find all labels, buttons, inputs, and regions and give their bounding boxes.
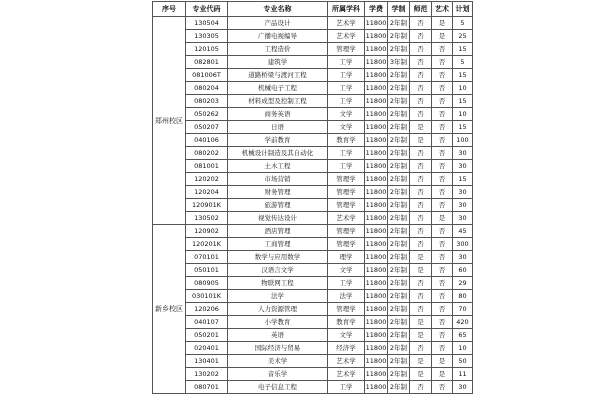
table-row xyxy=(153,264,473,277)
cell-major-name: 法学 xyxy=(228,290,328,303)
cell-code: 120202 xyxy=(186,173,228,186)
cell-plan: 65 xyxy=(453,329,473,342)
cell-major-name: 土木工程 xyxy=(228,160,328,173)
cell-discipline: 管理学 xyxy=(328,186,365,199)
cell-normal: 否 xyxy=(410,56,432,69)
cell-plan: 15 xyxy=(453,121,473,134)
cell-duration: 2年制 xyxy=(388,277,410,290)
cell-code: 120204 xyxy=(186,186,228,199)
cell-duration: 2年制 xyxy=(388,225,410,238)
cell-code: 081006T xyxy=(186,69,228,82)
cell-plan: 10 xyxy=(453,108,473,121)
cell-duration: 2年制 xyxy=(388,95,410,108)
cell-duration: 2年制 xyxy=(388,199,410,212)
cell-code: 040107 xyxy=(186,316,228,329)
cell-plan: 420 xyxy=(453,316,473,329)
cell-discipline: 管理学 xyxy=(328,199,365,212)
cell-plan: 80 xyxy=(453,290,473,303)
table-row xyxy=(153,368,473,381)
cell-code: 120902 xyxy=(186,225,228,238)
cell-duration: 2年制 xyxy=(388,342,410,355)
cell-discipline: 文学 xyxy=(328,264,365,277)
cell-plan: 10 xyxy=(453,342,473,355)
cell-tuition: 11800 xyxy=(365,108,388,121)
cell-art: 否 xyxy=(432,264,453,277)
cell-tuition: 11800 xyxy=(365,160,388,173)
table-row xyxy=(153,355,473,368)
cell-normal: 否 xyxy=(410,30,432,43)
cell-major-name: 旅游管理 xyxy=(228,199,328,212)
cell-tuition: 11800 xyxy=(365,30,388,43)
cell-duration: 2年制 xyxy=(388,108,410,121)
cell-normal: 是 xyxy=(410,316,432,329)
table-row xyxy=(153,186,473,199)
cell-duration: 2年制 xyxy=(388,290,410,303)
cell-plan: 30 xyxy=(453,147,473,160)
cell-art: 否 xyxy=(432,108,453,121)
cell-major-name: 道路桥梁与渡河工程 xyxy=(228,69,328,82)
table-row xyxy=(153,147,473,160)
cell-plan: 15 xyxy=(453,173,473,186)
cell-plan: 30 xyxy=(453,186,473,199)
cell-discipline: 工学 xyxy=(328,56,365,69)
cell-normal: 否 xyxy=(410,82,432,95)
cell-duration: 2年制 xyxy=(388,303,410,316)
cell-art: 否 xyxy=(432,95,453,108)
cell-discipline: 艺术学 xyxy=(328,368,365,381)
cell-art: 否 xyxy=(432,251,453,264)
cell-plan: 300 xyxy=(453,238,473,251)
cell-tuition: 11800 xyxy=(365,212,388,225)
cell-art: 否 xyxy=(432,277,453,290)
cell-code: 120206 xyxy=(186,303,228,316)
cell-major-name: 人力资源管理 xyxy=(228,303,328,316)
cell-tuition: 11800 xyxy=(365,121,388,134)
table-row xyxy=(153,173,473,186)
cell-art: 否 xyxy=(432,329,453,342)
cell-discipline: 文学 xyxy=(328,329,365,342)
cell-duration: 3年制 xyxy=(388,56,410,69)
header-seq: 序号 xyxy=(153,2,186,17)
cell-tuition: 11800 xyxy=(365,355,388,368)
table-row xyxy=(153,303,473,316)
cell-art: 是 xyxy=(432,212,453,225)
cell-major-name: 商务英语 xyxy=(228,108,328,121)
table-row xyxy=(153,56,473,69)
cell-major-name: 财务管理 xyxy=(228,186,328,199)
cell-code: 070101 xyxy=(186,251,228,264)
cell-code: 130502 xyxy=(186,212,228,225)
table-row xyxy=(153,43,473,56)
cell-code: 050101 xyxy=(186,264,228,277)
table-row xyxy=(153,82,473,95)
cell-art: 否 xyxy=(432,134,453,147)
cell-discipline: 经济学 xyxy=(328,342,365,355)
cell-discipline: 工学 xyxy=(328,95,365,108)
cell-plan: 5 xyxy=(453,56,473,69)
cell-discipline: 文学 xyxy=(328,121,365,134)
cell-normal: 否 xyxy=(410,290,432,303)
cell-normal: 否 xyxy=(410,17,432,30)
cell-normal: 否 xyxy=(410,277,432,290)
cell-code: 130305 xyxy=(186,30,228,43)
table-row xyxy=(153,69,473,82)
cell-tuition: 11800 xyxy=(365,303,388,316)
cell-discipline: 艺术学 xyxy=(328,355,365,368)
table-row xyxy=(153,17,473,30)
cell-duration: 2年制 xyxy=(388,17,410,30)
cell-art: 是 xyxy=(432,30,453,43)
cell-major-name: 视觉传达设计 xyxy=(228,212,328,225)
cell-duration: 2年制 xyxy=(388,355,410,368)
cell-plan: 30 xyxy=(453,160,473,173)
table-row xyxy=(153,121,473,134)
cell-plan: 70 xyxy=(453,303,473,316)
cell-discipline: 理学 xyxy=(328,251,365,264)
enrollment-plan-table xyxy=(152,1,473,394)
header-duration: 学制 xyxy=(388,2,410,17)
cell-discipline: 工学 xyxy=(328,160,365,173)
table-row xyxy=(153,316,473,329)
cell-major-name: 汉语言文学 xyxy=(228,264,328,277)
cell-discipline: 艺术学 xyxy=(328,212,365,225)
cell-discipline: 教育学 xyxy=(328,134,365,147)
cell-duration: 2年制 xyxy=(388,69,410,82)
cell-normal: 是 xyxy=(410,134,432,147)
cell-art: 否 xyxy=(432,290,453,303)
cell-normal: 否 xyxy=(410,95,432,108)
cell-major-name: 日语 xyxy=(228,121,328,134)
cell-duration: 2年制 xyxy=(388,368,410,381)
cell-discipline: 工学 xyxy=(328,69,365,82)
cell-tuition: 11800 xyxy=(365,238,388,251)
header-code: 专业代码 xyxy=(186,2,228,17)
enrollment-table-container xyxy=(152,1,473,394)
cell-major-name: 工商管理 xyxy=(228,238,328,251)
cell-tuition: 11800 xyxy=(365,199,388,212)
cell-major-name: 工程造价 xyxy=(228,43,328,56)
campus-cell: 新乡校区 xyxy=(153,225,186,394)
cell-duration: 2年制 xyxy=(388,238,410,251)
header-discipline: 所属学科 xyxy=(328,2,365,17)
cell-code: 080202 xyxy=(186,147,228,160)
cell-major-name: 音乐学 xyxy=(228,368,328,381)
cell-tuition: 11800 xyxy=(365,17,388,30)
cell-normal: 是 xyxy=(410,368,432,381)
cell-code: 120201K xyxy=(186,238,228,251)
cell-plan: 30 xyxy=(453,251,473,264)
cell-art: 是 xyxy=(432,355,453,368)
cell-plan: 30 xyxy=(453,199,473,212)
table-row xyxy=(153,342,473,355)
cell-art: 否 xyxy=(432,381,453,394)
cell-duration: 2年制 xyxy=(388,121,410,134)
cell-normal: 是 xyxy=(410,355,432,368)
cell-tuition: 11800 xyxy=(365,95,388,108)
cell-major-name: 市场营销 xyxy=(228,173,328,186)
table-row xyxy=(153,290,473,303)
cell-art: 否 xyxy=(432,199,453,212)
cell-tuition: 11800 xyxy=(365,82,388,95)
cell-normal: 否 xyxy=(410,69,432,82)
cell-tuition: 11800 xyxy=(365,316,388,329)
cell-duration: 2年制 xyxy=(388,173,410,186)
cell-code: 130202 xyxy=(186,368,228,381)
cell-normal: 否 xyxy=(410,147,432,160)
cell-code: 130401 xyxy=(186,355,228,368)
cell-plan: 100 xyxy=(453,134,473,147)
cell-tuition: 11800 xyxy=(365,69,388,82)
table-row xyxy=(153,134,473,147)
cell-major-name: 机械电子工程 xyxy=(228,82,328,95)
cell-code: 020401 xyxy=(186,342,228,355)
cell-major-name: 广播电视编导 xyxy=(228,30,328,43)
cell-discipline: 管理学 xyxy=(328,225,365,238)
cell-discipline: 艺术学 xyxy=(328,17,365,30)
header-normal: 师范 xyxy=(410,2,432,17)
header-plan: 计划 xyxy=(453,2,473,17)
cell-discipline: 管理学 xyxy=(328,173,365,186)
cell-plan: 29 xyxy=(453,277,473,290)
cell-plan: 15 xyxy=(453,69,473,82)
cell-code: 082801 xyxy=(186,56,228,69)
cell-plan: 45 xyxy=(453,225,473,238)
cell-discipline: 文学 xyxy=(328,108,365,121)
cell-art: 否 xyxy=(432,160,453,173)
cell-duration: 2年制 xyxy=(388,381,410,394)
cell-normal: 否 xyxy=(410,43,432,56)
cell-tuition: 11800 xyxy=(365,147,388,160)
cell-discipline: 教育学 xyxy=(328,316,365,329)
cell-plan: 30 xyxy=(453,212,473,225)
cell-code: 050201 xyxy=(186,329,228,342)
header-tuition: 学费 xyxy=(365,2,388,17)
cell-art: 否 xyxy=(432,342,453,355)
cell-tuition: 11800 xyxy=(365,43,388,56)
cell-code: 120105 xyxy=(186,43,228,56)
table-header-row xyxy=(153,2,473,17)
table-row xyxy=(153,160,473,173)
cell-art: 否 xyxy=(432,225,453,238)
cell-code: 080701 xyxy=(186,381,228,394)
cell-art: 否 xyxy=(432,82,453,95)
cell-art: 是 xyxy=(432,17,453,30)
cell-normal: 是 xyxy=(410,121,432,134)
cell-plan: 50 xyxy=(453,355,473,368)
cell-tuition: 11800 xyxy=(365,251,388,264)
cell-tuition: 11800 xyxy=(365,277,388,290)
header-major-name: 专业名称 xyxy=(228,2,328,17)
cell-art: 是 xyxy=(432,368,453,381)
cell-normal: 否 xyxy=(410,186,432,199)
cell-duration: 2年制 xyxy=(388,251,410,264)
cell-major-name: 数学与应用数学 xyxy=(228,251,328,264)
cell-major-name: 小学教育 xyxy=(228,316,328,329)
cell-plan: 30 xyxy=(453,381,473,394)
header-art: 艺术 xyxy=(432,2,453,17)
cell-discipline: 工学 xyxy=(328,82,365,95)
cell-tuition: 11800 xyxy=(365,225,388,238)
cell-duration: 2年制 xyxy=(388,160,410,173)
table-row xyxy=(153,238,473,251)
cell-normal: 是 xyxy=(410,264,432,277)
cell-normal: 否 xyxy=(410,173,432,186)
cell-plan: 25 xyxy=(453,30,473,43)
cell-tuition: 11800 xyxy=(365,186,388,199)
cell-major-name: 机械设计制造及其自动化 xyxy=(228,147,328,160)
cell-tuition: 11800 xyxy=(365,173,388,186)
table-row xyxy=(153,225,473,238)
cell-plan: 15 xyxy=(453,95,473,108)
cell-major-name: 电子信息工程 xyxy=(228,381,328,394)
campus-cell: 郑州校区 xyxy=(153,17,186,225)
cell-duration: 2年制 xyxy=(388,147,410,160)
cell-plan: 15 xyxy=(453,43,473,56)
cell-discipline: 法学 xyxy=(328,290,365,303)
cell-tuition: 11800 xyxy=(365,342,388,355)
cell-discipline: 管理学 xyxy=(328,43,365,56)
cell-code: 040106 xyxy=(186,134,228,147)
cell-code: 130504 xyxy=(186,17,228,30)
cell-art: 否 xyxy=(432,303,453,316)
cell-code: 081001 xyxy=(186,160,228,173)
cell-code: 080204 xyxy=(186,82,228,95)
cell-major-name: 美术学 xyxy=(228,355,328,368)
cell-duration: 2年制 xyxy=(388,212,410,225)
cell-duration: 2年制 xyxy=(388,43,410,56)
cell-art: 否 xyxy=(432,56,453,69)
cell-normal: 否 xyxy=(410,342,432,355)
cell-code: 030101K xyxy=(186,290,228,303)
cell-tuition: 11800 xyxy=(365,134,388,147)
cell-duration: 2年制 xyxy=(388,30,410,43)
cell-discipline: 管理学 xyxy=(328,303,365,316)
cell-major-name: 学前教育 xyxy=(228,134,328,147)
cell-normal: 否 xyxy=(410,303,432,316)
cell-normal: 否 xyxy=(410,199,432,212)
cell-major-name: 物联网工程 xyxy=(228,277,328,290)
table-row xyxy=(153,108,473,121)
table-row xyxy=(153,30,473,43)
cell-tuition: 11800 xyxy=(365,290,388,303)
cell-discipline: 工学 xyxy=(328,381,365,394)
table-row xyxy=(153,199,473,212)
cell-tuition: 11800 xyxy=(365,56,388,69)
cell-discipline: 艺术学 xyxy=(328,30,365,43)
cell-tuition: 11800 xyxy=(365,329,388,342)
cell-duration: 2年制 xyxy=(388,134,410,147)
cell-duration: 2年制 xyxy=(388,316,410,329)
table-row xyxy=(153,212,473,225)
cell-plan: 11 xyxy=(453,368,473,381)
cell-art: 否 xyxy=(432,69,453,82)
cell-art: 否 xyxy=(432,186,453,199)
cell-code: 050207 xyxy=(186,121,228,134)
cell-plan: 60 xyxy=(453,264,473,277)
cell-duration: 2年制 xyxy=(388,186,410,199)
cell-code: 050262 xyxy=(186,108,228,121)
cell-normal: 是 xyxy=(410,329,432,342)
cell-tuition: 11800 xyxy=(365,381,388,394)
cell-major-name: 酒店管理 xyxy=(228,225,328,238)
cell-art: 否 xyxy=(432,316,453,329)
cell-discipline: 工学 xyxy=(328,277,365,290)
table-row xyxy=(153,95,473,108)
cell-code: 080905 xyxy=(186,277,228,290)
cell-tuition: 11800 xyxy=(365,368,388,381)
cell-art: 否 xyxy=(432,121,453,134)
cell-discipline: 工学 xyxy=(328,147,365,160)
cell-normal: 否 xyxy=(410,108,432,121)
cell-major-name: 建筑学 xyxy=(228,56,328,69)
table-row xyxy=(153,277,473,290)
table-row xyxy=(153,329,473,342)
cell-art: 否 xyxy=(432,238,453,251)
cell-plan: 10 xyxy=(453,82,473,95)
cell-art: 否 xyxy=(432,173,453,186)
cell-normal: 否 xyxy=(410,160,432,173)
cell-discipline: 管理学 xyxy=(328,238,365,251)
cell-duration: 2年制 xyxy=(388,82,410,95)
cell-art: 否 xyxy=(432,147,453,160)
cell-major-name: 英语 xyxy=(228,329,328,342)
cell-code: 080203 xyxy=(186,95,228,108)
cell-major-name: 材料成型及控制工程 xyxy=(228,95,328,108)
cell-tuition: 11800 xyxy=(365,264,388,277)
cell-normal: 否 xyxy=(410,238,432,251)
table-row xyxy=(153,381,473,394)
cell-normal: 否 xyxy=(410,381,432,394)
cell-major-name: 产品设计 xyxy=(228,17,328,30)
table-row xyxy=(153,251,473,264)
cell-normal: 否 xyxy=(410,225,432,238)
cell-duration: 2年制 xyxy=(388,329,410,342)
cell-major-name: 国际经济与贸易 xyxy=(228,342,328,355)
cell-art: 否 xyxy=(432,43,453,56)
cell-normal: 否 xyxy=(410,212,432,225)
cell-code: 120901K xyxy=(186,199,228,212)
cell-plan: 5 xyxy=(453,17,473,30)
cell-normal: 是 xyxy=(410,251,432,264)
cell-duration: 2年制 xyxy=(388,264,410,277)
